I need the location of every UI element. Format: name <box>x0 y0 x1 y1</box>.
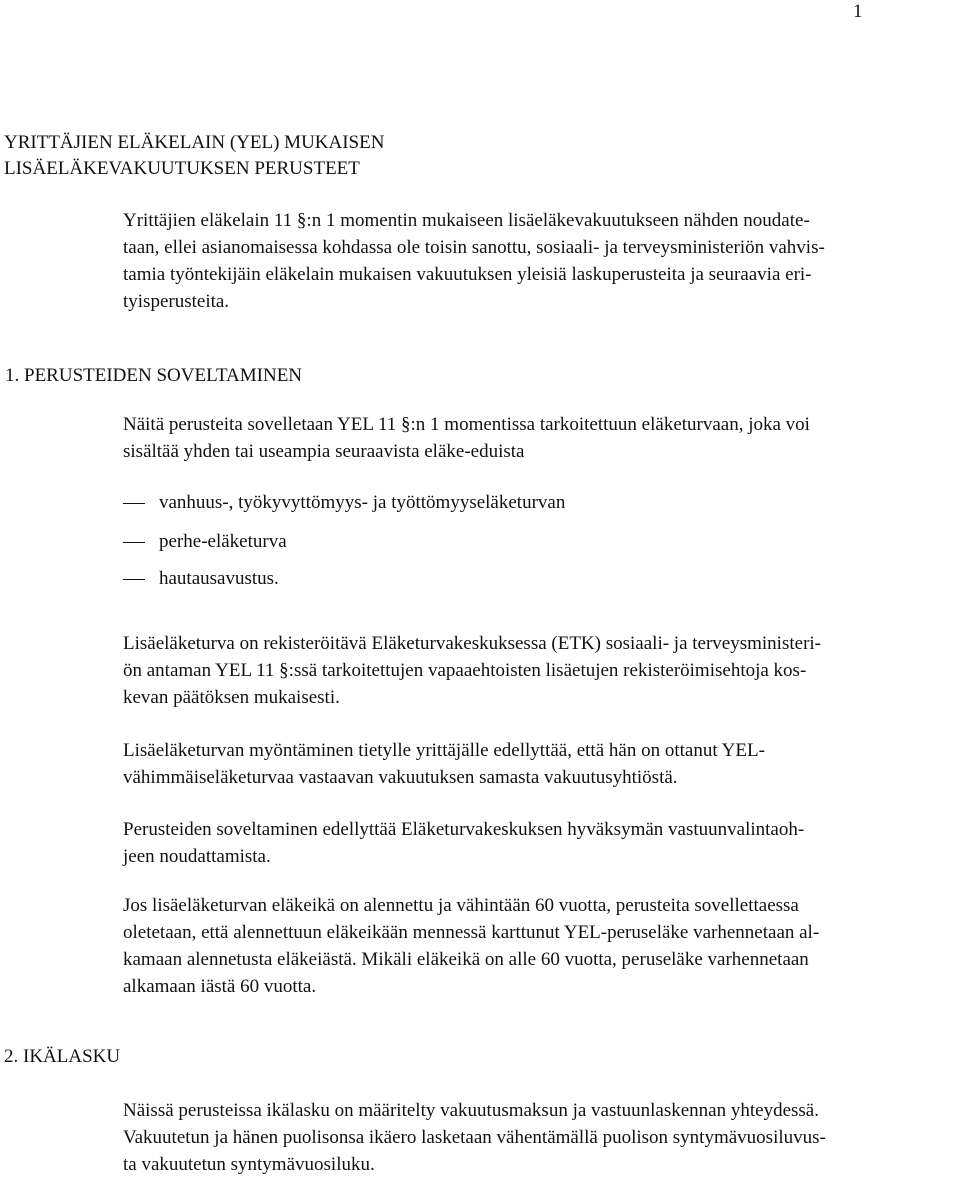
section-2-heading: 2. IKÄLASKU <box>4 1046 121 1067</box>
intro-paragraph <box>123 207 825 315</box>
text-line: Vakuutetun ja hänen puolisonsa ikäero lasketaan vähentämällä puolison syntymävuosiluvus- <box>123 1127 826 1148</box>
document-title <box>4 130 384 182</box>
text-line: Näissä perusteissa ikälasku on määritelty vakuutusmaksun ja vastuunlaskennan yhteydessä. <box>123 1100 819 1121</box>
text-line: Lisäeläketurva on rekisteröitävä Eläketurvakeskuksessa (ETK) sosiaali- ja terveysministeri- <box>123 633 821 654</box>
list-item <box>123 568 279 590</box>
section-2-paragraph-1 <box>123 1097 826 1178</box>
title-line: YRITTÄJIEN ELÄKELAIN (YEL) MUKAISEN <box>4 132 385 153</box>
list-item-text: perhe-eläketurva <box>159 531 287 552</box>
list-item <box>123 531 287 553</box>
text-line: tamia työntekijäin eläkelain mukaisen vakuutuksen yleisiä laskuperusteita ja seuraavia eri- <box>123 264 812 285</box>
text-line: kevan päätöksen mukaisesti. <box>123 687 340 708</box>
list-item-text: hautausavustus. <box>159 568 279 589</box>
text-line: Yrittäjien eläkelain 11 §:n 1 momentin mukaiseen lisäeläkevakuutukseen nähden noudate- <box>123 210 810 231</box>
text-line: alkamaan iästä 60 vuotta. <box>123 976 317 997</box>
list-item-text: vanhuus-, työkyvyttömyys- ja työttömyyseläketurvan <box>159 492 566 513</box>
text-line: ön antaman YEL 11 §:ssä tarkoitettujen vapaaehtoisten lisäetujen rekisteröimisehtoja kos- <box>123 660 807 681</box>
text-line: tyisperusteita. <box>123 291 230 312</box>
section-1-heading: 1. PERUSTEIDEN SOVELTAMINEN <box>5 365 303 386</box>
text-line: Jos lisäeläketurvan eläkeikä on alennettu ja vähintään 60 vuotta, perusteita sovellettaessa <box>123 895 799 916</box>
text-line: kamaan alennetusta eläkeiästä. Mikäli eläkeikä on alle 60 vuotta, peruseläke varhennetaan <box>123 949 809 970</box>
page-number: 1 <box>853 1 863 22</box>
dash-bullet-icon <box>123 542 145 543</box>
section-1-paragraph-3 <box>123 737 765 791</box>
section-1-paragraph-5 <box>123 892 819 1000</box>
title-line: LISÄELÄKEVAKUUTUKSEN PERUSTEET <box>4 158 360 179</box>
text-line: Näitä perusteita sovelletaan YEL 11 §:n 1 momentissa tarkoitettuun eläketurvaan, joka voi <box>123 414 810 435</box>
section-1-paragraph-2 <box>123 630 821 711</box>
dash-bullet-icon <box>123 579 145 580</box>
text-line: sisältää yhden tai useampia seuraavista eläke-eduista <box>123 441 525 462</box>
dash-bullet-icon <box>123 503 145 504</box>
text-line: oletetaan, että alennettuun eläkeikään mennessä karttunut YEL-peruseläke varhennetaan al- <box>123 922 820 943</box>
list-item <box>123 492 565 514</box>
text-line: vähimmäiseläketurvaa vastaavan vakuutuksen samasta vakuutusyhtiöstä. <box>123 767 678 788</box>
text-line: Perusteiden soveltaminen edellyttää Eläketurvakeskuksen hyväksymän vastuunvalintaoh- <box>123 819 805 840</box>
section-1-paragraph-4 <box>123 816 804 870</box>
text-line: taan, ellei asianomaisessa kohdassa ole toisin sanottu, sosiaali- ja terveysministeriön vahvis- <box>123 237 825 258</box>
text-line: ta vakuutetun syntymävuosiluku. <box>123 1154 375 1175</box>
section-1-paragraph-1 <box>123 411 810 465</box>
text-line: jeen noudattamista. <box>123 846 271 867</box>
text-line: Lisäeläketurvan myöntäminen tietylle yrittäjälle edellyttää, että hän on ottanut YEL- <box>123 740 765 761</box>
